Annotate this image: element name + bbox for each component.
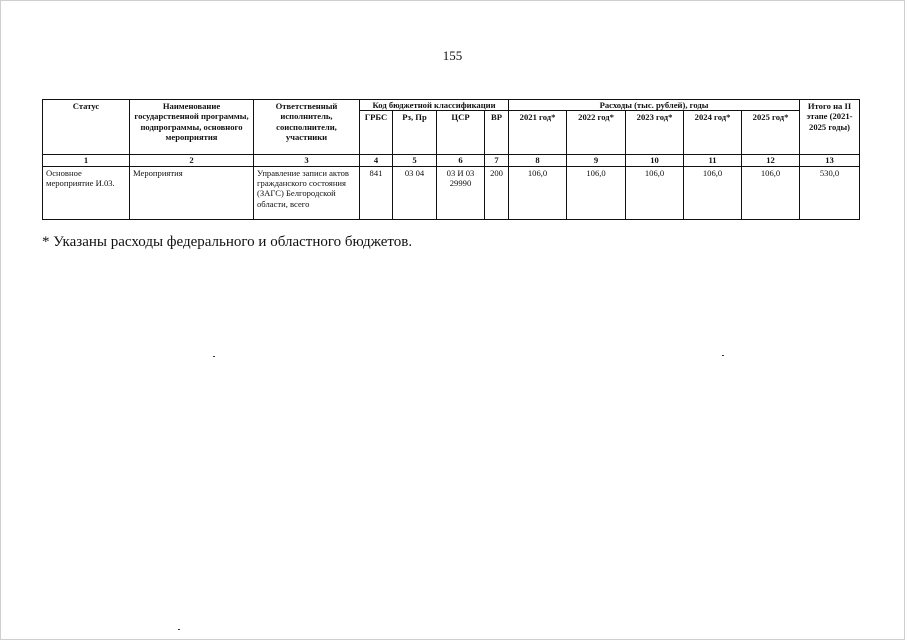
column-number: 11	[684, 155, 742, 166]
column-number: 1	[43, 155, 130, 166]
column-number: 4	[360, 155, 393, 166]
column-number: 9	[567, 155, 626, 166]
header-rz-pr: Рз, Пр	[393, 111, 437, 155]
column-number: 6	[437, 155, 485, 166]
cell-2021: 106,0	[509, 166, 567, 219]
column-number: 3	[254, 155, 360, 166]
cell-grbs: 841	[360, 166, 393, 219]
budget-table	[42, 99, 860, 220]
header-year-2023: 2023 год*	[626, 111, 684, 155]
header-responsible: Ответственный исполнитель, соисполнители, участники	[254, 100, 360, 155]
page-number: 155	[442, 48, 463, 63]
header-row-1	[43, 100, 860, 111]
header-budget-code-group: Код бюджетной классификации	[360, 100, 509, 111]
cell-2025: 106,0	[742, 166, 800, 219]
table-row	[43, 166, 860, 219]
scan-speck	[213, 356, 215, 357]
header-csr: ЦСР	[437, 111, 485, 155]
header-grbs: ГРБС	[360, 111, 393, 155]
scan-speck	[722, 355, 724, 356]
header-year-2025: 2025 год*	[742, 111, 800, 155]
cell-name: Мероприятия	[130, 166, 254, 219]
cell-responsible: Управление записи актов гражданского состояния (ЗАГС) Белгородской области, всего	[254, 166, 360, 219]
footnote: * Указаны расходы федерального и областного бюджетов.	[42, 234, 413, 250]
header-name: Наименование государственной программы, подпрограммы, основного мероприятия	[130, 100, 254, 155]
cell-rz-pr: 03 04	[393, 166, 437, 219]
column-number: 10	[626, 155, 684, 166]
cell-2023: 106,0	[626, 166, 684, 219]
column-number: 7	[485, 155, 509, 166]
scan-speck	[178, 629, 180, 630]
header-total: Итого на II этапе (2021-2025 годы)	[800, 100, 860, 155]
cell-2024: 106,0	[684, 166, 742, 219]
cell-csr: 03 И 03 29990	[437, 166, 485, 219]
header-status: Статус	[43, 100, 130, 155]
cell-total: 530,0	[800, 166, 860, 219]
cell-2022: 106,0	[567, 166, 626, 219]
header-year-2022: 2022 год*	[567, 111, 626, 155]
cell-status: Основное мероприятие И.03.	[43, 166, 130, 219]
column-number: 5	[393, 155, 437, 166]
column-number-row	[43, 155, 860, 166]
header-vr: ВР	[485, 111, 509, 155]
column-number: 2	[130, 155, 254, 166]
header-year-2021: 2021 год*	[509, 111, 567, 155]
column-number: 13	[800, 155, 860, 166]
column-number: 12	[742, 155, 800, 166]
header-year-2024: 2024 год*	[684, 111, 742, 155]
cell-vr: 200	[485, 166, 509, 219]
header-expenses-group: Расходы (тыс. рублей), годы	[509, 100, 800, 111]
column-number: 8	[509, 155, 567, 166]
